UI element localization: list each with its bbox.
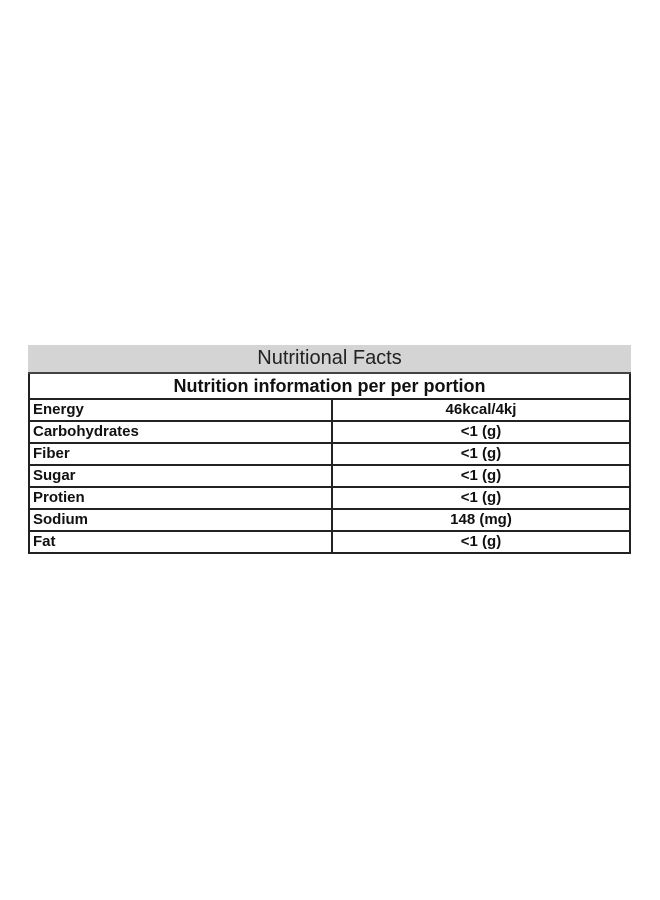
nutrient-name: Sugar: [30, 466, 333, 486]
table-row: [28, 444, 631, 466]
nutrient-name: Fiber: [30, 444, 333, 464]
table-row: [28, 488, 631, 510]
nutrient-value: <1 (g): [460, 489, 502, 506]
nutrient-value: <1 (g): [460, 467, 502, 484]
table-row: [28, 422, 631, 444]
nutrition-table: [28, 345, 631, 554]
nutrient-name: Carbohydrates: [30, 422, 333, 442]
nutrient-value: 148 (mg): [450, 511, 512, 528]
nutrient-name: Energy: [30, 400, 333, 420]
table-row: [28, 510, 631, 532]
table-subtitle: Nutrition information per per portion: [28, 374, 631, 400]
table-row: [28, 466, 631, 488]
nutrient-value: <1 (g): [460, 423, 502, 440]
table-row: [28, 400, 631, 422]
nutrient-name: Protien: [30, 488, 333, 508]
table-title: Nutritional Facts: [28, 345, 631, 374]
table-row: [28, 532, 631, 554]
nutrient-value: <1 (g): [460, 445, 502, 462]
nutrient-value: <1 (g): [460, 533, 502, 550]
nutrient-value: 46kcal/4kj: [445, 401, 517, 418]
nutrient-name: Sodium: [30, 510, 333, 530]
nutrient-name: Fat: [30, 532, 333, 552]
